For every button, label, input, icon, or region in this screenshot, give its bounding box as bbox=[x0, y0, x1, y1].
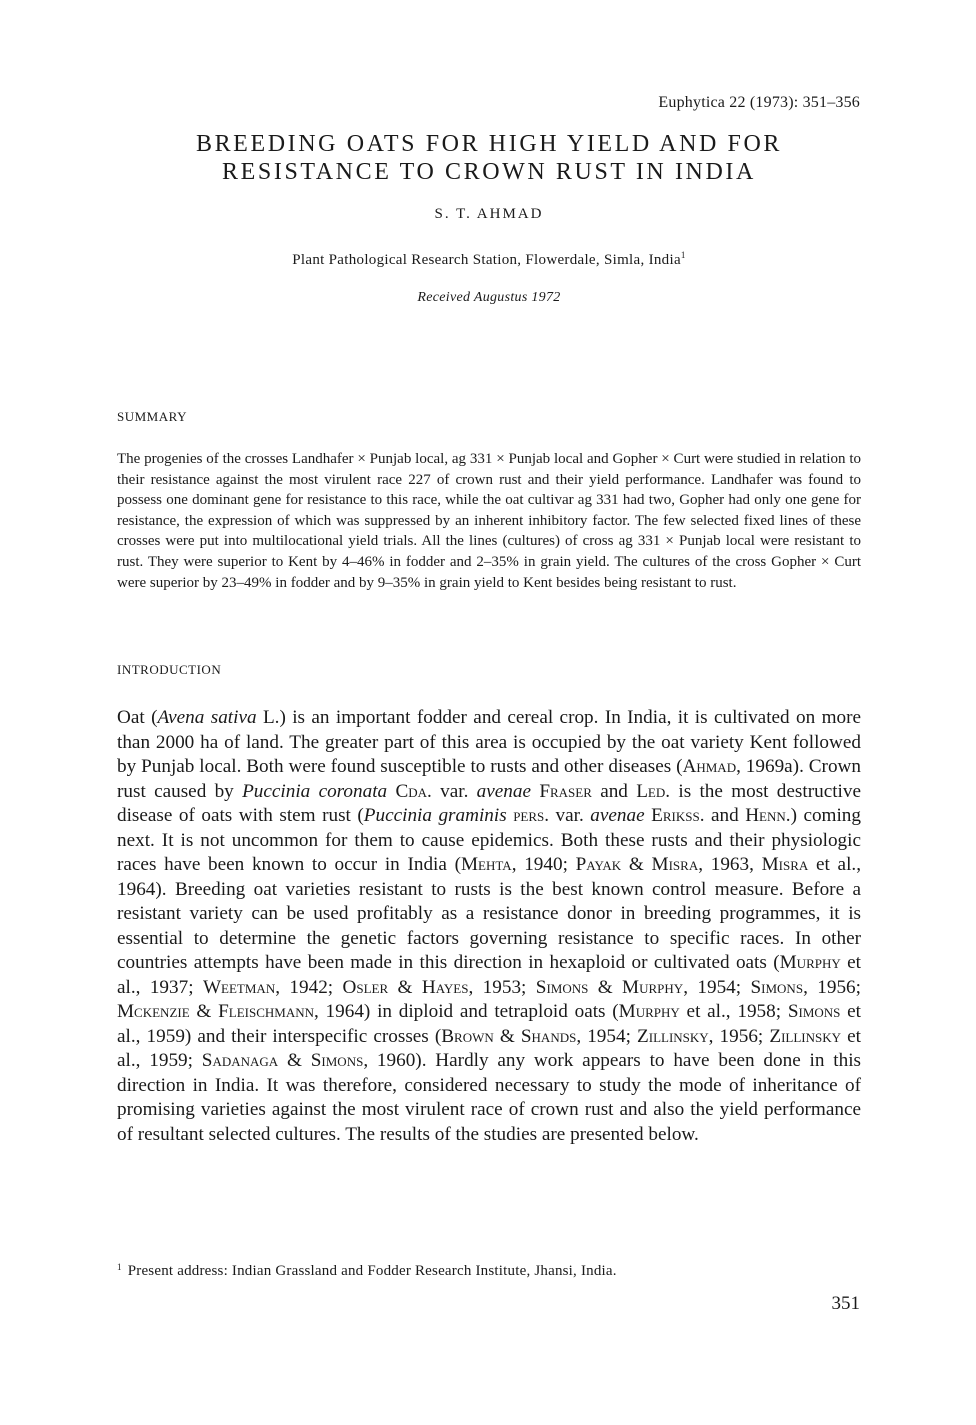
footnote-text: Present address: Indian Grassland and Fodder Research Institute, Jhansi, India. bbox=[127, 1263, 617, 1279]
intro-text-run: , 1956; bbox=[803, 976, 861, 998]
intro-text-run: . var. bbox=[427, 780, 477, 802]
citation-name: Brown & Shands bbox=[441, 1025, 577, 1047]
intro-text-run: .) coming next. It is not uncommon for them to cause epidemics. Both these rusts and their physiologic races have been known to occur in India ( bbox=[117, 805, 861, 875]
intro-text-run: , 1960). Hardly any work appears to have been done in this direction in India. It was therefore, considered necessary to study the mode of inheritance of promising varieties against the most virulent race of crown rust and also the yield performance of resultant selected cultures. The results of the studies are presented below. bbox=[117, 1050, 861, 1145]
citation-name: Weetman bbox=[202, 976, 276, 998]
italic-term: Puccinia coronata bbox=[242, 780, 388, 802]
intro-text-run: , 1954; bbox=[683, 976, 751, 998]
citation-name: Erikss bbox=[651, 805, 700, 826]
intro-text-run: and bbox=[591, 780, 637, 802]
intro-text-run: et al., 1937; bbox=[117, 952, 861, 998]
intro-text-run: L.) is an important fodder and cereal crop. In India, it is cultivated on more than 2000 ha of land. The greater part of this area is occupied by the oat variety Kent followed by Punjab local. Both were found susceptible to rusts and other diseases ( bbox=[117, 707, 861, 777]
citation-name: Zillinsky bbox=[637, 1025, 709, 1047]
received-date: Received Augustus 1972 bbox=[417, 290, 561, 305]
affiliation-footnote-marker: 1 bbox=[680, 250, 686, 260]
citation-name: Murphy bbox=[618, 1001, 680, 1022]
citation-name: Osler & Hayes bbox=[342, 976, 469, 998]
author-affiliation bbox=[117, 250, 861, 269]
citation-name: Misra bbox=[761, 854, 809, 875]
intro-text-run: , 1969a). Crown rust caused by bbox=[117, 756, 861, 802]
intro-text-run: , 1953; bbox=[468, 976, 536, 998]
citation-name: Ahmad bbox=[682, 756, 737, 777]
citation-name: Simons bbox=[750, 976, 804, 998]
author-name: S. T. AHMAD bbox=[434, 206, 544, 222]
intro-text-run: . is the most destructive disease of oats with stem rust ( bbox=[117, 780, 861, 826]
citation-name: Simons & Murphy bbox=[535, 976, 684, 998]
intro-text-run: , 1963, bbox=[698, 854, 762, 875]
citation-name: pers bbox=[513, 805, 545, 826]
citation-name: Sadanaga & Simons bbox=[201, 1050, 364, 1071]
journal-reference: Euphytica 22 (1973): 351–356 bbox=[658, 94, 860, 111]
intro-text-run: . and bbox=[699, 805, 746, 826]
introduction-heading: INTRODUCTION bbox=[117, 662, 222, 677]
citation-name: Murphy bbox=[779, 952, 841, 973]
citation-name: Fraser bbox=[539, 780, 592, 802]
citation-name: Henn bbox=[745, 805, 786, 826]
footnote-marker: 1 bbox=[117, 1262, 122, 1272]
citation-name: Mehta bbox=[461, 854, 512, 875]
page-number: 351 bbox=[831, 1293, 860, 1314]
italic-term: Avena sativa bbox=[157, 707, 257, 728]
intro-text-run: , 1940; bbox=[511, 854, 576, 875]
intro-text-run: et al., 1959) and their interspecific crosses ( bbox=[117, 1001, 861, 1047]
italic-term: Puccinia graminis bbox=[363, 805, 507, 826]
italic-term: avenae bbox=[590, 805, 645, 826]
summary-paragraph: The progenies of the crosses Landhafer × Punjab local, ag 331 × Punjab local and Gopher × Curt were studied in relation to their resistance against the most virulent race 227 of crown rust and their yield performance. Landhafer was found to possess one dominant gene for resistance to this race, while the oat cultivar ag 331 had two, Gopher had only one gene for resistance, the expression of which was suppressed by an inherent inhibitory factor. The few selected fixed lines of these crosses were put into multilocational yield trials. All the lines (cultures) of cross ag 331 × Punjab local were resistant to rust. They were superior to Kent by 4–46% in fodder and 2–35% in grain yield. The cultures of the cross Gopher × Curt were superior by 23–49% in fodder and by 9–35% in grain yield to Kent besides being resistant to rust. bbox=[117, 451, 861, 591]
italic-term: avenae bbox=[476, 780, 532, 802]
intro-text-run: , 1954; bbox=[576, 1025, 638, 1047]
introduction-paragraph bbox=[117, 706, 861, 1147]
citation-name: Zillinsky bbox=[769, 1025, 842, 1047]
intro-text-run: Oat ( bbox=[117, 707, 158, 728]
citation-name: Payak & Misra bbox=[575, 854, 699, 875]
citation-name: Led bbox=[636, 780, 666, 802]
intro-text-run: , 1956; bbox=[708, 1025, 770, 1047]
citation-name: Cda bbox=[395, 780, 428, 802]
footnote bbox=[117, 1262, 861, 1280]
citation-name: Mckenzie & Fleischmann bbox=[117, 1001, 314, 1022]
intro-text-run: . var. bbox=[544, 805, 591, 826]
intro-text-run: , 1964) in diploid and tetraploid oats ( bbox=[314, 1001, 619, 1022]
intro-text-run: , 1942; bbox=[275, 976, 343, 998]
paper-title: BREEDING OATS FOR HIGH YIELD AND FOR RESISTANCE TO CROWN RUST IN INDIA bbox=[195, 131, 783, 185]
intro-text-run: et al., 1964). Breeding oat varieties resistant to rusts is the best known control measure. Before a resistant variety can be used profitably as a resistance donor in breeding programmes, it is essential to determine the genetic factors governing resistance to specific races. In other countries attempts have been made in this direction in hexaploid or cultivated oats ( bbox=[117, 854, 861, 973]
intro-text-run: et al., 1959; bbox=[117, 1025, 861, 1071]
affiliation-text: Plant Pathological Research Station, Flowerdale, Simla, India bbox=[292, 252, 681, 268]
citation-name: Simons bbox=[787, 1001, 841, 1022]
summary-heading: SUMMARY bbox=[117, 409, 187, 424]
intro-text-run: et al., 1958; bbox=[679, 1001, 788, 1022]
